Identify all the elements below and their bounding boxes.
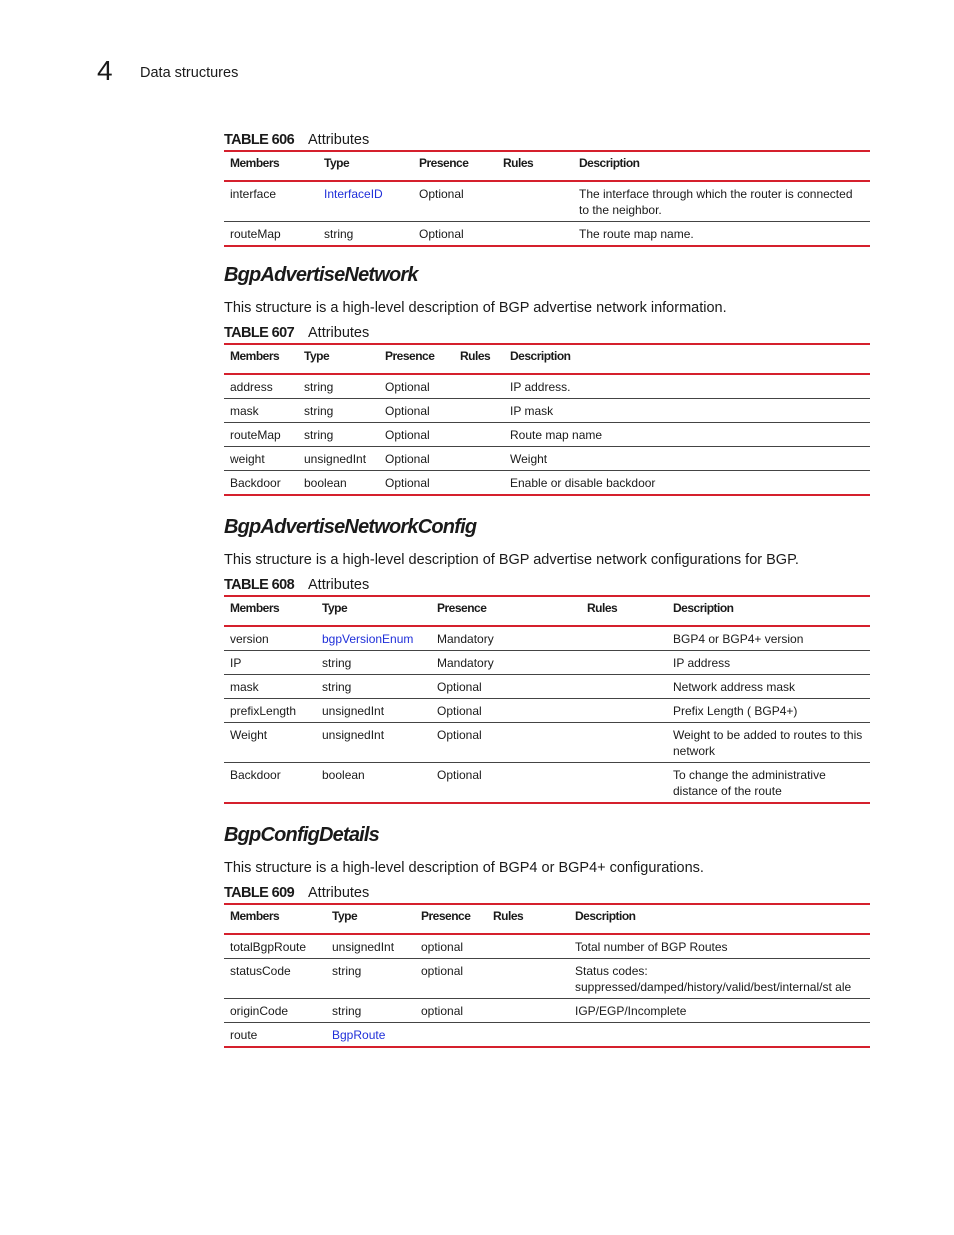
cell-type: string <box>316 651 431 675</box>
cell-presence: Mandatory <box>431 651 581 675</box>
table-row <box>224 999 870 1023</box>
cell-member: Backdoor <box>230 768 281 782</box>
cell-type: string <box>298 374 379 399</box>
table-row <box>224 675 870 699</box>
column-header: Type <box>316 596 431 626</box>
cell-presence: Optional <box>379 374 454 399</box>
column-header: Members <box>224 151 318 181</box>
column-header: Presence <box>415 904 487 934</box>
cell-presence: Optional <box>379 423 454 447</box>
cell-description: IGP/EGP/Incomplete <box>569 999 870 1023</box>
cell-presence: Optional <box>431 675 581 699</box>
cell-presence: Optional <box>413 181 497 222</box>
cell-description: Total number of BGP Routes <box>569 934 870 959</box>
cell-rules <box>487 934 569 959</box>
cell-rules <box>581 763 667 804</box>
cell-type: string <box>326 999 415 1023</box>
cell-description: The interface through which the router is connected to the neighbor. <box>573 181 870 222</box>
cell-rules <box>581 651 667 675</box>
cell-description: Weight to be added to routes to this network <box>667 723 870 763</box>
cell-member: interface <box>224 181 318 222</box>
section-title: BgpConfigDetails <box>224 824 379 846</box>
column-header: Members <box>224 344 298 374</box>
cell-rules <box>497 222 573 247</box>
cell-member: address <box>224 374 298 399</box>
table-caption-text: Attributes <box>308 132 370 148</box>
column-header: Presence <box>431 596 581 626</box>
cell-presence: Optional <box>419 227 464 241</box>
cell-description: BGP4 or BGP4+ version <box>667 626 870 651</box>
table-row <box>224 423 870 447</box>
cell-description: IP mask <box>504 399 870 423</box>
cell-member: routeMap <box>230 227 281 241</box>
table-number: TABLE 607 <box>224 325 295 341</box>
table-row <box>224 959 870 999</box>
cell-rules <box>487 959 569 999</box>
cell-type: string <box>298 399 379 423</box>
section-title: BgpAdvertiseNetwork <box>224 264 418 286</box>
table-row <box>224 374 870 399</box>
table-row <box>224 181 870 222</box>
table-caption-text: Attributes <box>308 885 370 901</box>
section-title: BgpAdvertiseNetworkConfig <box>224 516 477 538</box>
cell-presence: Mandatory <box>431 626 581 651</box>
cell-member: prefixLength <box>224 699 316 723</box>
cell-member: Backdoor <box>230 476 281 490</box>
cell-member: statusCode <box>224 959 326 999</box>
table-header-row <box>224 344 870 374</box>
cell-rules <box>454 399 504 423</box>
cell-rules <box>581 723 667 763</box>
column-header: Rules <box>454 344 504 374</box>
cell-type: unsignedInt <box>316 699 431 723</box>
cell-rules <box>454 471 504 496</box>
cell-type: string <box>316 675 431 699</box>
cell-rules <box>581 699 667 723</box>
cell-description <box>569 1023 870 1048</box>
table-caption <box>224 323 870 343</box>
column-header: Description <box>573 151 870 181</box>
cell-rules <box>581 675 667 699</box>
cell-rules <box>454 423 504 447</box>
cell-presence: Optional <box>385 476 430 490</box>
cell-member: route <box>230 1028 258 1042</box>
cell-description: The route map name. <box>579 227 694 241</box>
table-caption <box>224 883 870 903</box>
column-header: Type <box>298 344 379 374</box>
column-header: Description <box>569 904 870 934</box>
cell-member: Weight <box>224 723 316 763</box>
cell-description: To change the administrative distance of the route <box>673 768 826 798</box>
column-header: Description <box>504 344 870 374</box>
cell-rules <box>487 999 569 1023</box>
table-header-row <box>224 596 870 626</box>
table-row <box>224 399 870 423</box>
cell-description: IP address. <box>504 374 870 399</box>
column-header: Members <box>224 596 316 626</box>
cell-description: IP address <box>667 651 870 675</box>
cell-member: version <box>224 626 316 651</box>
cell-presence: Optional <box>379 399 454 423</box>
cell-presence <box>415 1023 487 1048</box>
attributes-table-606 <box>224 150 870 247</box>
cell-member: routeMap <box>224 423 298 447</box>
table-caption-text: Attributes <box>308 577 370 593</box>
cell-member: mask <box>224 399 298 423</box>
cell-type: unsignedInt <box>298 447 379 471</box>
table-caption-text: Attributes <box>308 325 370 341</box>
cell-type: string <box>324 227 354 241</box>
chapter-title: Data structures <box>140 65 239 81</box>
table-row <box>224 447 870 471</box>
column-header: Rules <box>581 596 667 626</box>
table-header-row <box>224 151 870 181</box>
cell-description: Enable or disable backdoor <box>510 476 656 490</box>
table-row <box>224 723 870 763</box>
type-link[interactable]: bgpVersionEnum <box>316 626 431 651</box>
table-number: TABLE 609 <box>224 885 295 901</box>
cell-description: Network address mask <box>667 675 870 699</box>
column-header: Type <box>318 151 413 181</box>
section-description: This structure is a high-level description of BGP advertise network information. <box>224 300 727 316</box>
cell-member: mask <box>224 675 316 699</box>
attributes-table-608 <box>224 595 870 804</box>
cell-rules <box>487 1023 569 1048</box>
table-row <box>224 222 870 247</box>
cell-presence: Optional <box>437 768 482 782</box>
cell-presence: Optional <box>431 699 581 723</box>
cell-description: Route map name <box>504 423 870 447</box>
column-header: Presence <box>413 151 497 181</box>
cell-description: Prefix Length ( BGP4+) <box>667 699 870 723</box>
cell-member: totalBgpRoute <box>224 934 326 959</box>
table-row <box>224 1023 870 1048</box>
column-header: Presence <box>379 344 454 374</box>
cell-presence: optional <box>415 959 487 999</box>
table-header-row <box>224 904 870 934</box>
cell-description: Weight <box>504 447 870 471</box>
cell-presence: Optional <box>379 447 454 471</box>
cell-presence: Optional <box>431 723 581 763</box>
cell-type: string <box>326 959 415 999</box>
page-content <box>224 130 870 1048</box>
cell-rules <box>454 374 504 399</box>
cell-description: Status codes: suppressed/damped/history/valid/best/internal/st ale <box>569 959 870 999</box>
column-header: Description <box>667 596 870 626</box>
type-link[interactable]: InterfaceID <box>318 181 413 222</box>
table-row <box>224 626 870 651</box>
cell-type: unsignedInt <box>326 934 415 959</box>
column-header: Type <box>326 904 415 934</box>
section-description: This structure is a high-level description of BGP4 or BGP4+ configurations. <box>224 860 704 876</box>
chapter-number: 4 <box>97 55 113 86</box>
attributes-table-609 <box>224 903 870 1048</box>
table-row <box>224 763 870 804</box>
column-header: Members <box>224 904 326 934</box>
table-number: TABLE 608 <box>224 577 295 593</box>
column-header: Rules <box>487 904 569 934</box>
type-link[interactable]: BgpRoute <box>332 1028 386 1042</box>
cell-member: originCode <box>224 999 326 1023</box>
cell-presence: optional <box>415 999 487 1023</box>
attributes-table-607 <box>224 343 870 496</box>
cell-rules <box>454 447 504 471</box>
cell-member: weight <box>224 447 298 471</box>
column-header: Rules <box>497 151 573 181</box>
cell-type: boolean <box>322 768 365 782</box>
cell-rules <box>581 626 667 651</box>
cell-rules <box>497 181 573 222</box>
cell-type: unsignedInt <box>316 723 431 763</box>
table-row <box>224 471 870 496</box>
section-description: This structure is a high-level description of BGP advertise network configurations for BGP. <box>224 552 799 568</box>
table-caption <box>224 575 870 595</box>
cell-type: string <box>298 423 379 447</box>
table-row <box>224 934 870 959</box>
table-row <box>224 699 870 723</box>
table-caption <box>224 130 870 150</box>
table-number: TABLE 606 <box>224 132 295 148</box>
cell-type: boolean <box>304 476 347 490</box>
cell-member: IP <box>224 651 316 675</box>
table-row <box>224 651 870 675</box>
cell-presence: optional <box>415 934 487 959</box>
